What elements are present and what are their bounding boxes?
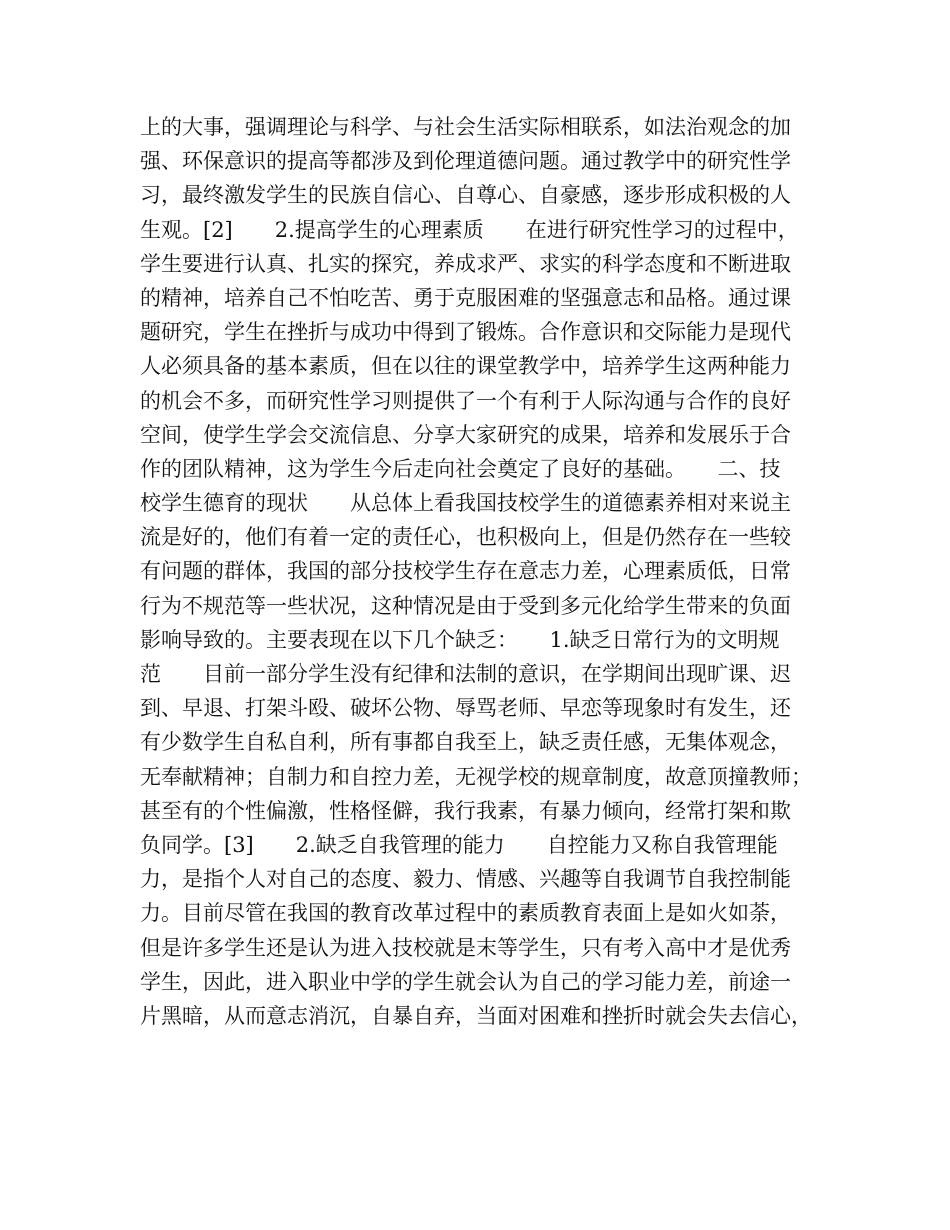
text-line: 片黑暗，从而意志消沉，自暴自弃，当面对困难和挫折时就会失去信心， <box>140 1003 812 1028</box>
body-text <box>140 110 830 1033</box>
text-line: 作的团队精神，这为学生今后走向社会奠定了良好的基础。 二、技 <box>140 456 781 481</box>
text-line: 负同学。[3] 2.缺乏自我管理的能力 自控能力又称自我管理能 <box>140 832 778 857</box>
text-line: 到、早退、打架斗殴、破坏公物、辱骂老师、早恋等现象时有发生，还 <box>140 696 791 721</box>
text-line: 无奉献精神；自制力和自控力差，无视学校的规章制度，故意顶撞教师； <box>140 764 812 789</box>
text-line: 范 目前一部分学生没有纪律和法制的意识，在学期间出现旷课、迟 <box>140 662 791 686</box>
text-line: 的机会不多，而研究性学习则提供了一个有利于人际沟通与合作的良好 <box>140 388 791 413</box>
text-line: 校学生德育的现状 从总体上看我国技校学生的道德素养相对来说主 <box>140 491 791 516</box>
text-line: 上的大事，强调理论与科学、与社会生活实际相联系，如法治观念的加 <box>140 115 791 139</box>
text-line: 强、环保意识的提高等都涉及到伦理道德问题。通过教学中的研究性学 <box>140 149 791 174</box>
text-line: 力。目前尽管在我国的教育改革过程中的素质教育表面上是如火如荼， <box>140 901 791 926</box>
text-line: 流是好的，他们有着一定的责任心，也积极向上，但是仍然存在一些较 <box>140 525 791 550</box>
text-line: 题研究，学生在挫折与成功中得到了锻炼。合作意识和交际能力是现代 <box>140 320 791 345</box>
text-line: 甚至有的个性偏激，性格怪僻，我行我素，有暴力倾向，经常打架和欺 <box>140 798 791 823</box>
text-line: 人必须具备的基本素质，但在以往的课堂教学中，培养学生这两种能力 <box>140 354 791 379</box>
text-line: 学生要进行认真、扎实的探究，养成求严、求实的科学态度和不断进取 <box>140 251 791 276</box>
text-line: 有少数学生自私自利，所有事都自我至上，缺乏责任感，无集体观念， <box>140 730 791 755</box>
text-line: 有问题的群体，我国的部分技校学生存在意志力差，心理素质低，日常 <box>140 559 791 584</box>
text-line: 力，是指个人对自己的态度、毅力、情感、兴趣等自我调节自我控制能 <box>140 867 791 892</box>
text-line: 影响导致的。主要表现在以下几个缺乏： 1.缺乏日常行为的文明规 <box>140 627 780 652</box>
text-line: 生观。[2] 2.提高学生的心理素质 在进行研究性学习的过程中， <box>140 217 799 242</box>
text-line: 的精神，培养自己不怕吃苦、勇于克服困难的坚强意志和品格。通过课 <box>140 285 791 310</box>
text-line: 行为不规范等一些状况，这种情况是由于受到多元化给学生带来的负面 <box>140 593 791 618</box>
text-line: 学生，因此，进入职业中学的学生就会认为自己的学习能力差，前途一 <box>140 969 791 994</box>
text-line: 但是许多学生还是认为进入技校就是末等学生，只有考入高中才是优秀 <box>140 935 791 960</box>
text-line: 空间，使学生学会交流信息、分享大家研究的成果，培养和发展乐于合 <box>140 422 791 447</box>
text-line: 习，最终激发学生的民族自信心、自尊心、自豪感，逐步形成积极的人 <box>140 183 791 208</box>
